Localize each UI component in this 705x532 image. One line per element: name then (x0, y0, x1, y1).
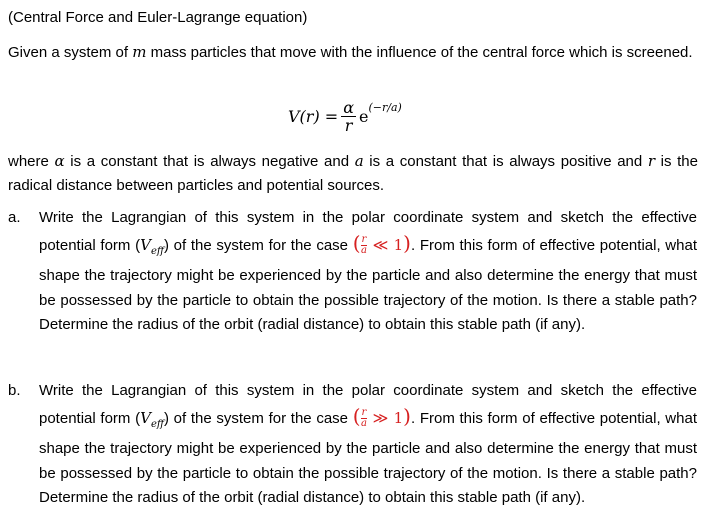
where-text-2: is a constant that is always negative and (64, 153, 355, 170)
item-body (39, 379, 697, 511)
open-paren: ( (352, 403, 361, 428)
where-text-4: is the radical distance between particles and potential sources. (8, 153, 698, 194)
item-marker: b. (8, 382, 21, 399)
r-symbol: r (647, 152, 656, 170)
where-text-3: is a constant that is always positive and (363, 153, 648, 170)
fraction-denominator: r (344, 115, 353, 135)
intro-paragraph (8, 40, 698, 65)
fraction-numerator: α (343, 97, 354, 117)
exponential-base: e (359, 106, 369, 126)
exponent: (−r/a) (368, 100, 402, 114)
constants-paragraph (8, 149, 698, 198)
item-marker: a. (8, 209, 21, 226)
veff-symbol: $V_{eff}$ (140, 408, 164, 430)
problem-title: (Central Force and Euler-Lagrange equation) (8, 9, 308, 26)
close-paren: ) (403, 403, 411, 428)
open-paren: ( (352, 230, 361, 255)
case-condition (352, 230, 411, 256)
alpha-symbol: α (54, 152, 65, 170)
intro-text-start: Given a system of (8, 44, 133, 61)
close-paren: ) (403, 230, 411, 255)
item-text-start: Write the Lagrangian of this system in the polar coordinate system and sketch the effective potential form ( (39, 382, 697, 427)
item-text-end: . From this form of effective potential, what shape the trajectory might be experienced by the particle and also determine the energy that must be possessed by the particle to obtain the possible trajectory of the motion. Is there a stable path? Determine the radius of the orbit (radial distance) to obtain this stable path (if any). (39, 236, 697, 333)
r-over-a-fraction: $\frac{r}{a}$ (360, 234, 367, 256)
item-text-end: . From this form of effective potential, what shape the trajectory might be experienced by the particle and also determine the energy that must be possessed by the particle to obtain the possible trajectory of the motion. Is there a stable path? Determine the radius of the orbit (radial distance) to obtain this stable path (if any). (39, 409, 697, 506)
much-less-than: ≪ 1 (367, 235, 404, 254)
potential-equation (288, 94, 402, 138)
equation-lhs: V(r) = (288, 106, 339, 126)
a-symbol: a (354, 152, 364, 170)
case-condition (352, 403, 411, 429)
item-body (39, 206, 697, 338)
equation-fraction (341, 99, 356, 134)
item-text-start: Write the Lagrangian of this system in the polar coordinate system and sketch the effective potential form ( (39, 209, 697, 254)
where-text-1: where (8, 153, 55, 170)
mass-symbol: m (132, 43, 147, 61)
veff-symbol: $V_{eff}$ (140, 235, 164, 257)
much-greater-than: ≫ 1 (367, 408, 404, 427)
intro-text-end: mass particles that move with the influence of the central force which is screened. (146, 44, 693, 61)
item-text-middle: ) of the system for the case (163, 236, 353, 254)
item-text-middle: ) of the system for the case (163, 409, 353, 427)
r-over-a-fraction: $\frac{r}{a}$ (360, 407, 367, 429)
